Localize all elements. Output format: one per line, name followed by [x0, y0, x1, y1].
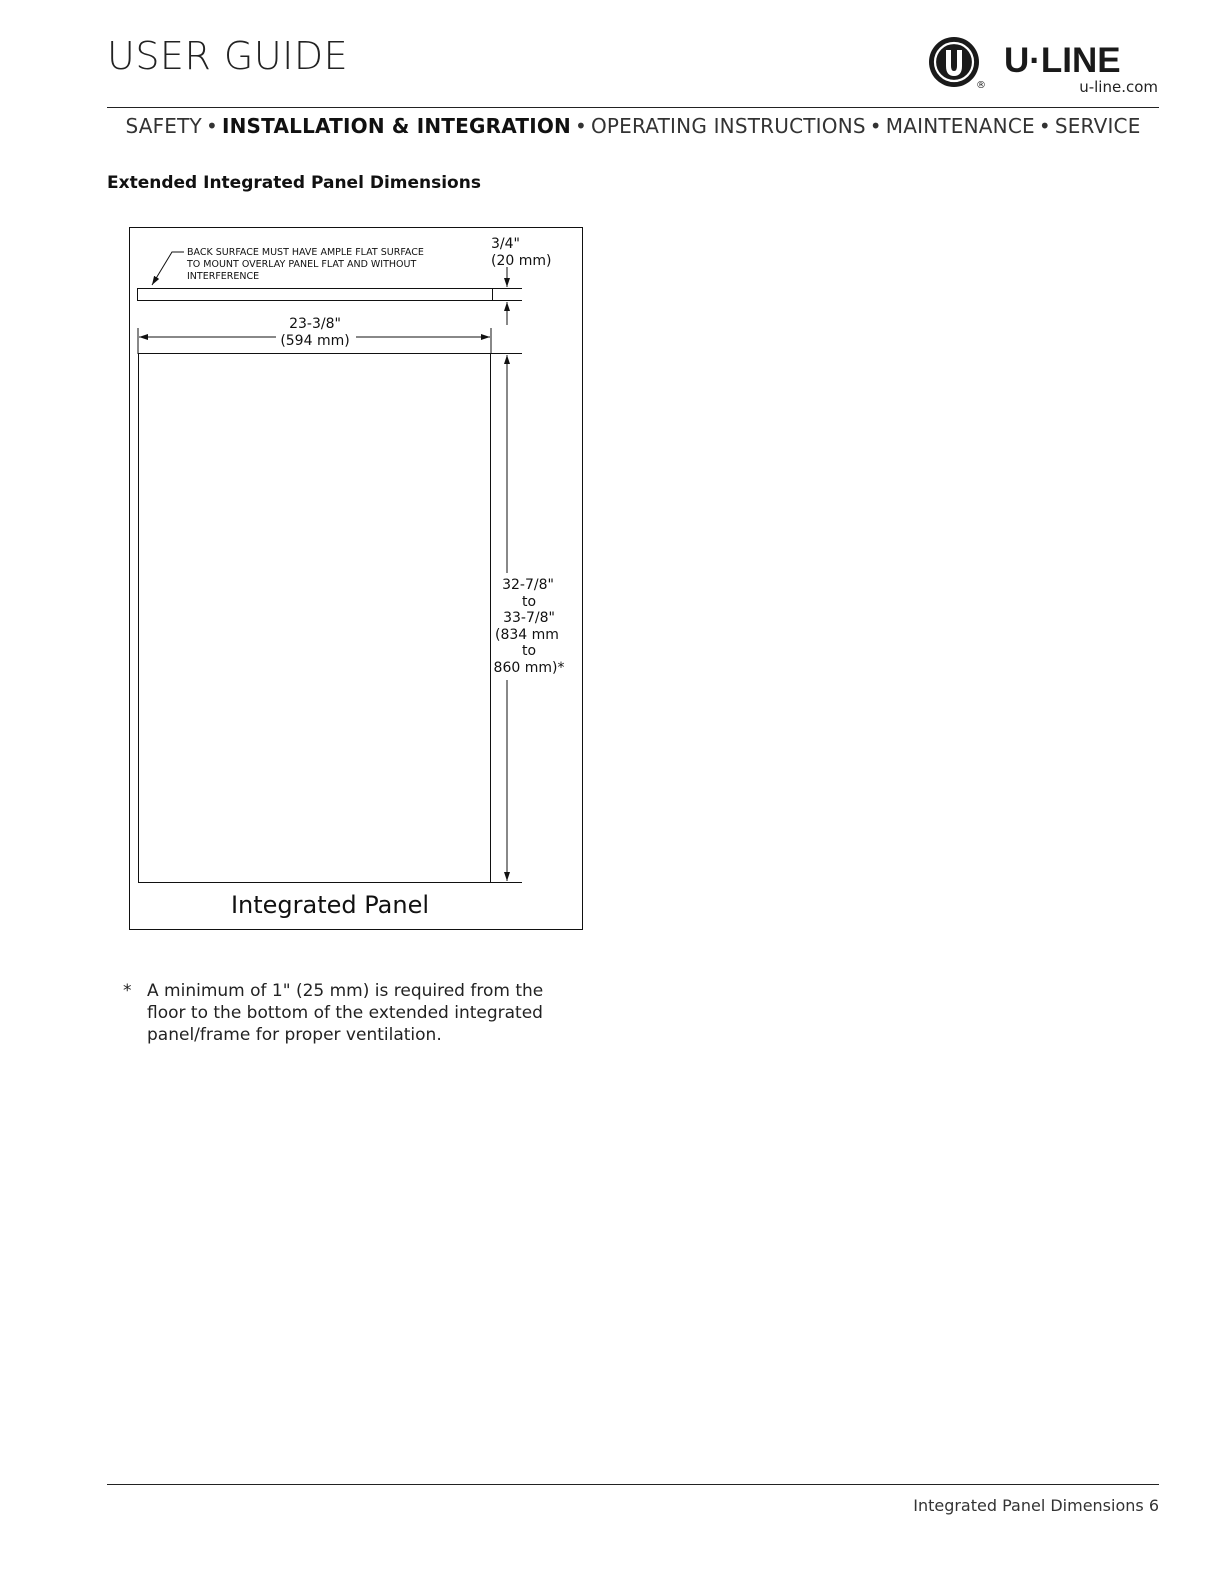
nav-separator: • — [205, 114, 218, 138]
integrated-panel-outline — [139, 354, 491, 883]
width-mm: (594 mm) — [280, 333, 350, 349]
note-leader-arrow — [152, 252, 184, 285]
height-line: to — [521, 594, 537, 610]
width-inches: 23-3/8" — [289, 316, 341, 332]
nav-separator: • — [1038, 114, 1051, 138]
website-link[interactable]: u-line.com — [1079, 78, 1158, 92]
u-line-logo — [928, 34, 1160, 92]
logo-wordmark: U·LINE — [1004, 41, 1121, 80]
nav-item-maintenance[interactable]: MAINTENANCE — [885, 114, 1035, 138]
note-line: INTERFERENCE — [187, 271, 260, 282]
height-line: to — [521, 643, 537, 659]
height-line: (834 mm — [495, 627, 559, 643]
panel-edge-profile — [138, 289, 493, 301]
section-title: Extended Integrated Panel Dimensions — [107, 173, 481, 193]
panel-label: Integrated Panel — [230, 891, 430, 919]
nav-separator: • — [574, 114, 587, 138]
height-line: 32-7/8" — [502, 577, 554, 593]
mounting-note — [186, 247, 424, 282]
panel-dimension-diagram — [129, 227, 583, 930]
header-divider — [107, 107, 1159, 108]
nav-separator: • — [869, 114, 882, 138]
nav-item-operating-instructions[interactable]: OPERATING INSTRUCTIONS — [590, 114, 866, 138]
registered-mark: ® — [976, 80, 986, 91]
document-title: USER GUIDE — [107, 34, 349, 78]
footnote-marker: * — [123, 981, 132, 1001]
height-line: 33-7/8" — [503, 610, 555, 626]
nav-item-safety[interactable]: SAFETY — [125, 114, 202, 138]
thickness-inches: 3/4" — [491, 236, 520, 252]
thickness-mm: (20 mm) — [491, 253, 552, 269]
note-line: TO MOUNT OVERLAY PANEL FLAT AND WITHOUT — [187, 259, 417, 270]
note-line: BACK SURFACE MUST HAVE AMPLE FLAT SURFACE — [187, 247, 424, 258]
footnote-text: A minimum of 1" (25 mm) is required from the floor to the bottom of the extended integrated panel/frame for proper ventilation. — [147, 981, 544, 1045]
height-line: 860 mm)* — [493, 660, 565, 676]
footer-divider — [107, 1484, 1159, 1485]
nav-item-installation-integration[interactable]: INSTALLATION & INTEGRATION — [221, 114, 571, 138]
page-footer: Integrated Panel Dimensions 6 — [913, 1496, 1159, 1515]
footnote — [123, 980, 563, 1046]
nav-item-service[interactable]: SERVICE — [1054, 114, 1141, 138]
section-navigation — [107, 114, 1159, 138]
